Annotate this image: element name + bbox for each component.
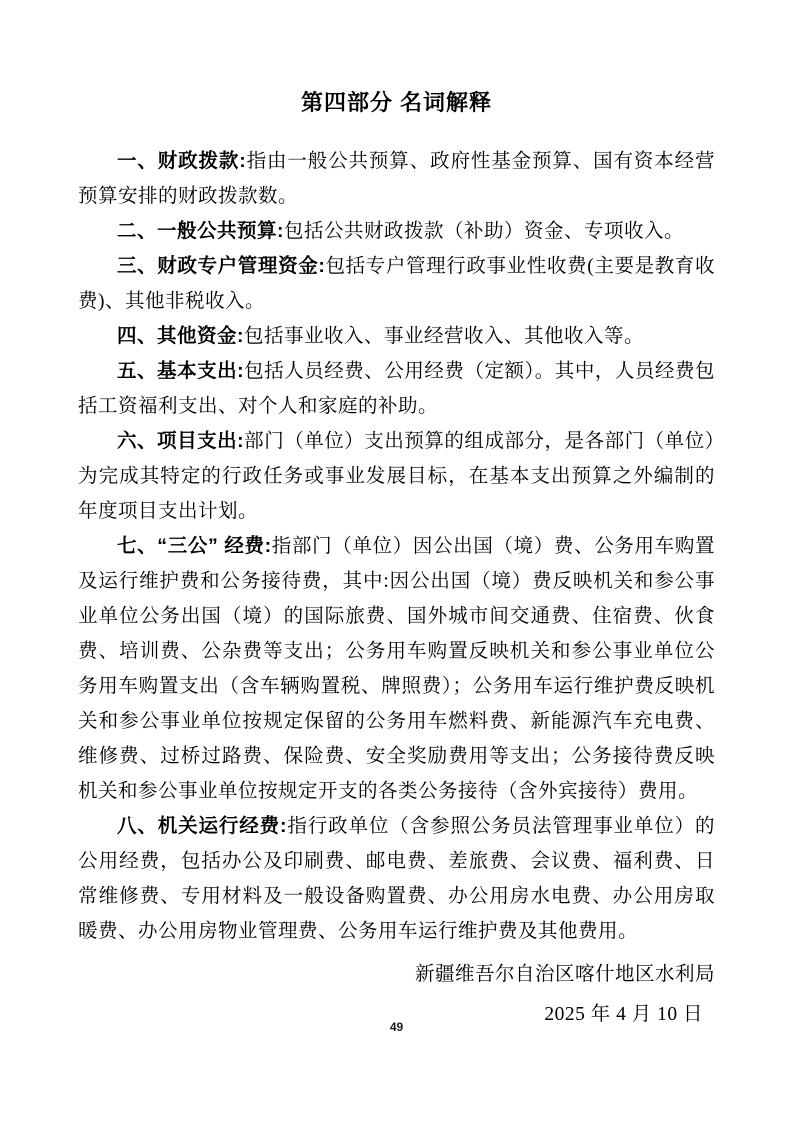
issuing-agency: 新疆维吾尔自治区喀什地区水利局: [414, 964, 715, 985]
term-label: 六、项目支出:: [117, 430, 245, 452]
term-label: 七、“三公” 经费:: [117, 535, 272, 557]
definition-text: 指部门（单位）因公出国（境）费、公务用车购置及运行维护费和公务接待费，其中:因公出国（境）费反映机关和参公事业单位公务出国（境）的国际旅费、国外城市间交通费、住宿费、伙食费、培训费、公杂费等支出；公务用车购置反映机关和参公事业单位公务用车购置支出（含车辆购置税、牌照费）；公务用车运行维护费反映机关和参公事业单位按规定保留的公务用车燃料费、新能源汽车充电费、维修费、过桥过路费、保险费、安全奖励费用等支出；公务接待费反映机关和参公事业单位按规定开支的各类公务接待（含外宾接待）费用。: [78, 536, 715, 802]
term-label: 四、其他资金:: [117, 325, 244, 347]
page-title: 第四部分 名词解释: [300, 90, 493, 115]
term-label: 五、基本支出:: [117, 360, 245, 382]
definition-paragraph-5: [78, 354, 715, 424]
issue-date: 2025 年 4 月 10 日: [544, 1004, 703, 1025]
definition-paragraph-4: [78, 319, 715, 354]
definition-text: 部门（单位）支出预算的组成部分，是各部门（单位）为完成其特定的行政任务或事业发展目标，在基本支出预算之外编制的年度项目支出计划。: [78, 431, 715, 522]
definition-paragraph-2: [78, 214, 715, 249]
definition-text: 指由一般公共预算、政府性基金预算、国有资本经营预算安排的财政拨款数。: [78, 151, 715, 207]
definition-paragraph-7: [78, 529, 715, 809]
document-content: [0, 88, 793, 949]
term-label: 二、一般公共预算:: [117, 220, 284, 242]
term-label: 八、机关运行经费:: [117, 815, 288, 837]
definition-paragraph-3: [78, 249, 715, 319]
definition-paragraph-8: [78, 809, 715, 949]
definition-text: 包括公共财政拨款（补助）资金、专项收入。: [284, 221, 685, 242]
term-label: 三、财政专户管理资金:: [117, 255, 326, 277]
definition-paragraph-6: [78, 424, 715, 529]
definition-text: 指行政单位（含参照公务员法管理事业单位）的公用经费，包括办公及印刷费、邮电费、差旅费、会议费、福利费、日常维修费、专用材料及一般设备购置费、办公用房水电费、办公用房取暖费、办公用房物业管理费、公务用车运行维护费及其他费用。: [78, 816, 715, 942]
page-number: 49: [389, 1020, 404, 1034]
definition-text: 包括专户管理行政事业性收费(主要是教育收费)、其他非税收入。: [78, 256, 715, 312]
definition-text: 包括事业收入、事业经营收入、其他收入等。: [244, 326, 645, 347]
definition-text: 包括人员经费、公用经费（定额）。其中，人员经费包括工资福利支出、对个人和家庭的补助。: [78, 361, 715, 417]
definition-paragraph-1: [78, 144, 715, 214]
term-label: 一、财政拨款:: [117, 150, 247, 172]
